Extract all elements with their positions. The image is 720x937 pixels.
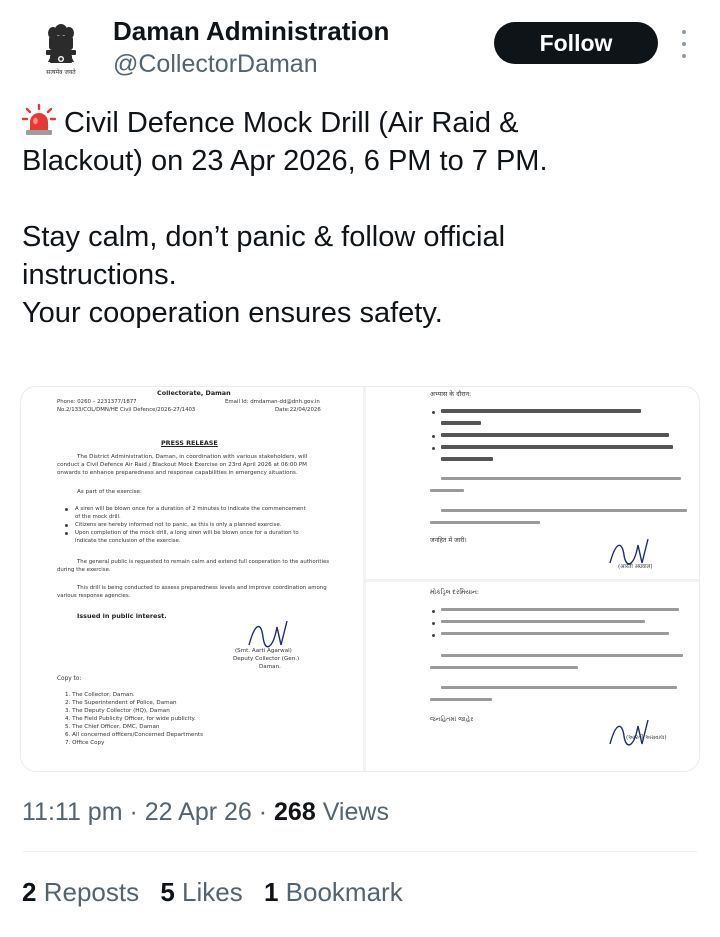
tweet-line-3: Stay calm, don’t panic & follow official: [22, 221, 506, 253]
press-release-english-image[interactable]: [21, 387, 363, 772]
doc-b2: Citizens are hereby informed not to panic, as this is only a planned exercise.: [75, 522, 282, 528]
bookmarks-stat[interactable]: [264, 877, 403, 907]
avatar[interactable]: [26, 14, 96, 84]
gujarati-heading: મોકડ્રિલ દરમિયાન:: [430, 588, 479, 596]
press-release-gujarati-image[interactable]: [366, 582, 700, 772]
doc-b3a: Upon completion of the mock drill, a long siren will be blown once for a duration to: [75, 530, 299, 536]
reposts-label: Reposts: [43, 877, 140, 907]
views-count[interactable]: 268: [274, 798, 316, 826]
more-options-icon[interactable]: [676, 30, 692, 58]
doc-sig3: Daman.: [259, 664, 281, 670]
author-name[interactable]: Daman Administration: [113, 16, 390, 46]
gujarati-sign: (આરતી અગ્રવાલ): [626, 735, 667, 741]
gujarati-closing: જનહિતમાં જાહેર: [430, 716, 474, 723]
copy-list-item: 5. The Chief Officer, DMC, Daman: [65, 724, 160, 730]
doc-email: Email Id: dmdaman-dd@dnh.gov.in: [225, 399, 320, 405]
doc-part-of: As part of the exercise:: [77, 489, 142, 495]
follow-button[interactable]: Follow: [494, 22, 658, 64]
media-grid[interactable]: [20, 386, 700, 772]
doc-phone: Phone: 0260 – 2231377/1877: [57, 399, 137, 405]
siren-icon: [22, 104, 56, 136]
doc-para3b: various response agencies.: [57, 593, 131, 599]
doc-sig2: Deputy Collector (Gen.): [233, 656, 300, 662]
doc-heading: PRESS RELEASE: [161, 439, 218, 447]
likes-label: Likes: [182, 877, 243, 907]
engagement-stats: [22, 877, 417, 908]
tweet-line-5: Your cooperation ensures safety.: [22, 297, 443, 329]
doc-b3b: indicate the conclusion of the exercise.: [75, 538, 181, 544]
doc-sig1: (Smt. Aarti Agarwal): [235, 648, 292, 654]
doc-para2a: The general public is requested to remain calm and extend full cooperation to the authorities: [77, 559, 330, 565]
bookmarks-count: 1: [263, 877, 279, 907]
press-release-hindi-image[interactable]: [366, 387, 700, 579]
meta-separator: ·: [258, 798, 268, 826]
tweet-line-2: Blackout) on 23 Apr 2026, 6 PM to 7 PM.: [22, 145, 548, 177]
copy-list-item: 3. The Deputy Collector (HQ), Daman: [65, 708, 170, 714]
tweet-header: [0, 0, 720, 92]
tweet-line-1-text: Civil Defence Mock Drill (Air Raid &: [64, 107, 519, 139]
likes-count: 5: [160, 877, 175, 907]
emblem-caption: सत्यमेव जयते: [46, 69, 76, 76]
tweet-text: [22, 104, 692, 332]
author-handle[interactable]: @CollectorDaman: [113, 50, 318, 78]
hindi-closing: जनहित में जारी।: [430, 537, 467, 544]
meta-separator: ·: [129, 798, 138, 826]
hindi-heading: अभ्यास के दौरान:: [430, 390, 472, 398]
doc-issued: Issued in public interest.: [77, 612, 167, 620]
tweet-date[interactable]: 22 Apr 26: [144, 798, 252, 826]
tweet-time[interactable]: 11:11 pm: [22, 798, 123, 826]
doc-para1b: conduct a Civil Defence Air Raid / Blackout Mock Exercise on 23rd April 2026 at 06:00 PM: [57, 462, 307, 468]
copy-list-item: 7. Office Copy: [65, 740, 105, 746]
tweet-meta: [22, 798, 389, 827]
views-label[interactable]: Views: [322, 798, 389, 826]
copy-list-item: 6. All concerned officers/Concerned Departments: [65, 732, 204, 738]
copy-list-item: 1. The Collector, Daman.: [65, 692, 135, 698]
copy-list-item: 2. The Superintendent of Police, Daman: [65, 700, 177, 706]
doc-copy-to: Copy to:: [57, 676, 82, 682]
likes-stat[interactable]: [160, 877, 242, 907]
doc-office: Collectorate, Daman: [157, 389, 231, 397]
doc-para3a: This drill is being conducted to assess preparedness levels and improve coordination among: [77, 585, 327, 591]
copy-list-item: 4. The Field Publicity Officer, for wide publicity.: [65, 716, 196, 722]
doc-date: Date:22/04/2026: [275, 407, 321, 413]
doc-ref: No.2/133/COL/DMN/HE Civil Defence/2026-27/1403: [57, 407, 196, 413]
doc-para1c: onwards to enhance preparedness and response capabilities in emergency situations.: [57, 470, 298, 476]
bookmarks-label: Bookmark: [285, 877, 403, 907]
doc-b1a: A siren will be blown once for a duration of 2 minutes to indicate the commencement: [75, 506, 306, 512]
reposts-stat[interactable]: [22, 877, 139, 907]
hindi-sign: (आरती अग्रवाल): [618, 564, 653, 570]
reposts-count: 2: [22, 877, 37, 907]
ashoka-emblem-icon: [26, 14, 96, 84]
doc-para2b: during the exercise.: [57, 567, 111, 573]
doc-para1a: The District Administration, Daman, in coordination with various stakeholders, will: [77, 454, 308, 460]
divider: [22, 851, 698, 852]
tweet-line-1: [22, 104, 692, 142]
tweet-line-4: instructions.: [22, 259, 177, 291]
doc-b1b: of the mock drill.: [75, 514, 121, 520]
